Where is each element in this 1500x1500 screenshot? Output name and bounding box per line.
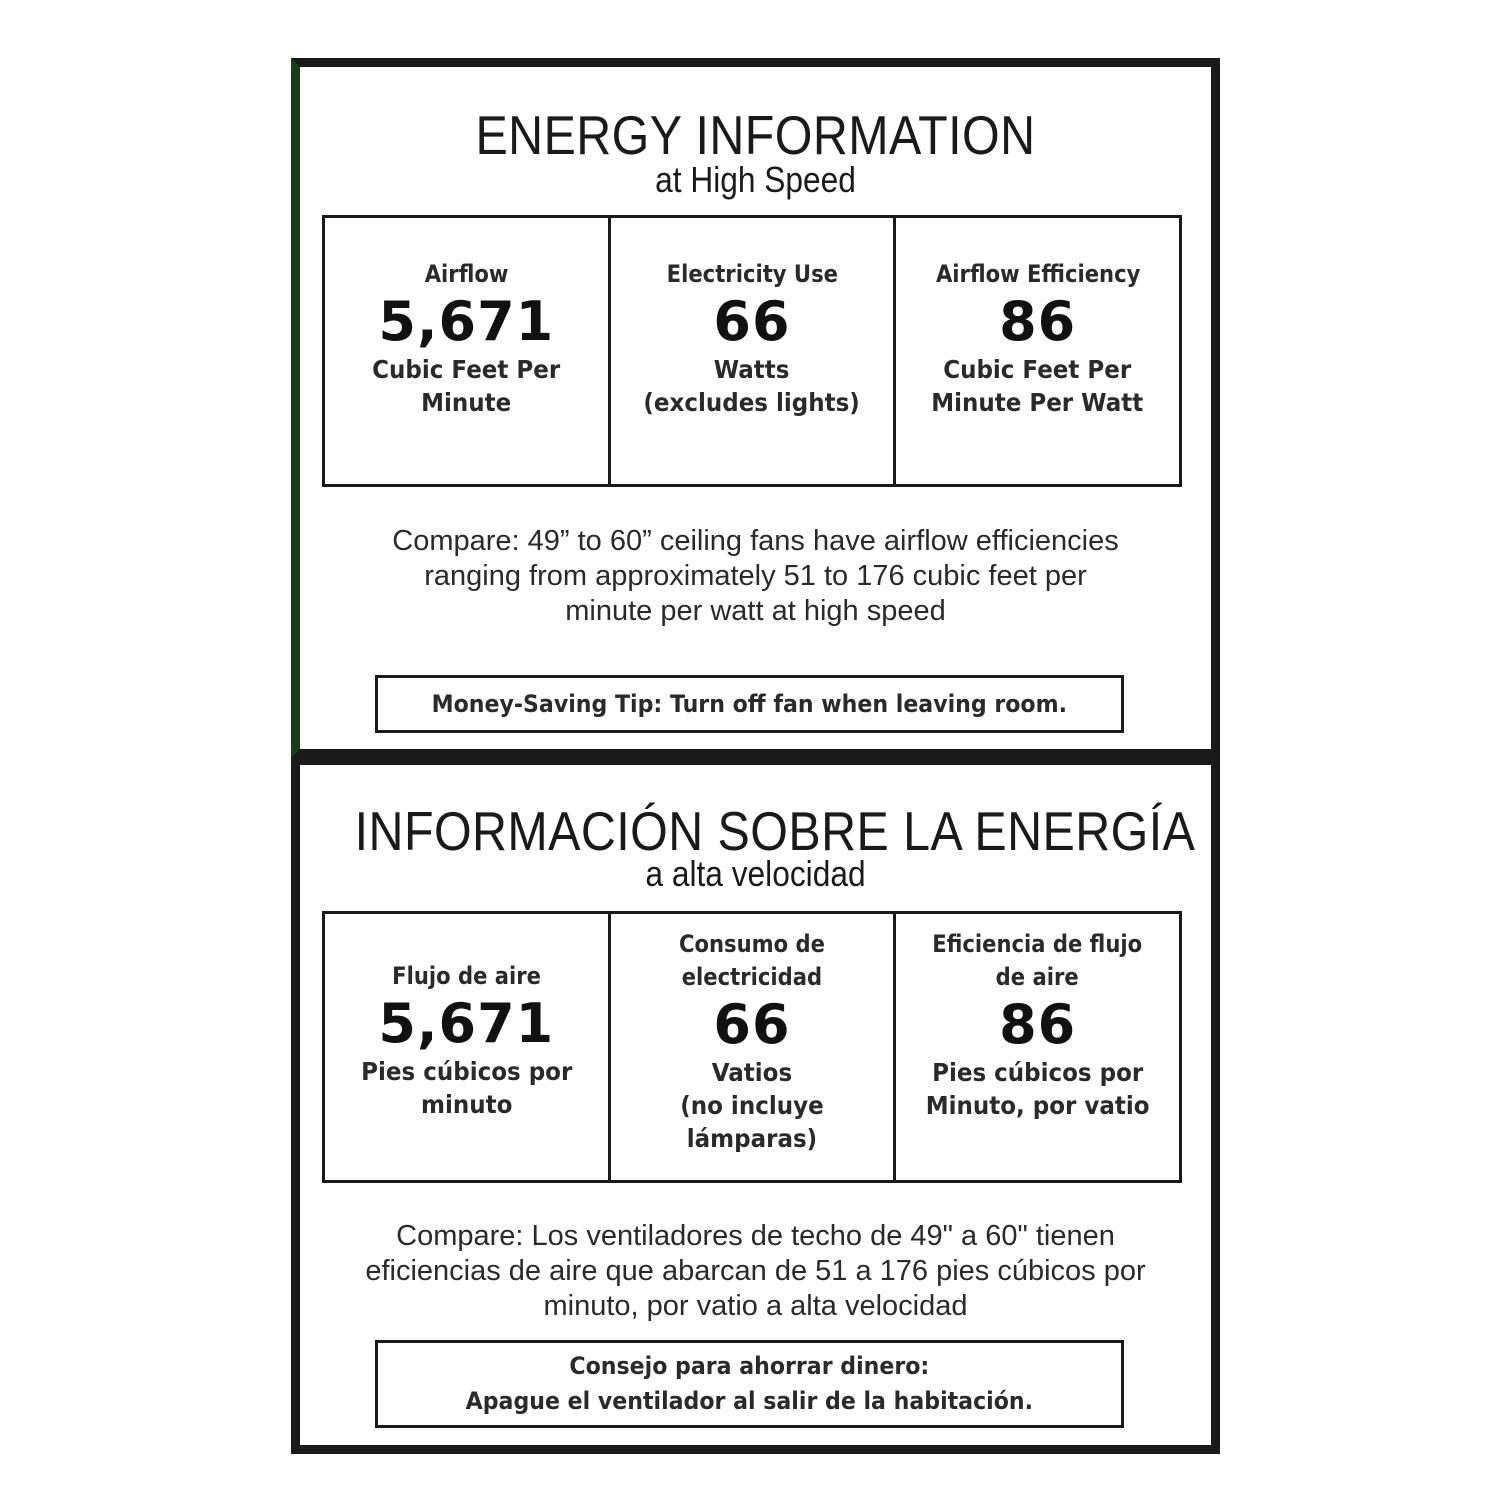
airflow-efficiency-value: 86	[999, 290, 1077, 353]
electricity-use-cell	[611, 914, 897, 1180]
compare-text: Compare: 49” to 60” ceiling fans have airflow efficiencies ranging from approximately 51 to 176 cubic feet per minute per watt at high speed	[392, 525, 1119, 627]
airflow-efficiency-cell	[896, 218, 1179, 484]
panel-title: ENERGY INFORMATION	[475, 104, 1036, 166]
metrics-grid	[322, 911, 1182, 1183]
electricity-use-unit: Vatios (no incluye lámparas)	[680, 1058, 824, 1153]
energy-information-panel-spanish	[291, 756, 1220, 1454]
electricity-use-cell	[611, 218, 897, 484]
electricity-use-label: Consumo de electricidad	[679, 930, 825, 991]
panel-title: INFORMACIÓN SOBRE LA ENERGÍA	[354, 800, 1196, 862]
airflow-label: Flujo de aire	[391, 962, 541, 990]
electricity-use-unit: Watts (excludes lights)	[643, 355, 861, 417]
electricity-use-value: 66	[713, 290, 791, 353]
money-saving-tip-text: Money-Saving Tip: Turn off fan when leaving room.	[431, 690, 1068, 718]
airflow-efficiency-unit: Cubic Feet Per Minute Per Watt	[931, 355, 1144, 417]
money-saving-tip	[375, 675, 1124, 733]
airflow-efficiency-cell	[896, 914, 1179, 1180]
airflow-cell	[325, 914, 611, 1180]
panel-subtitle: at High Speed	[655, 159, 856, 200]
airflow-cell	[325, 218, 611, 484]
airflow-unit: Cubic Feet Per Minute	[372, 355, 561, 417]
panel-subtitle: a alta velocidad	[645, 853, 866, 894]
metrics-grid	[322, 215, 1182, 487]
airflow-label: Airflow	[424, 260, 509, 288]
electricity-use-label: Electricity Use	[666, 260, 838, 288]
airflow-value: 5,671	[378, 290, 555, 353]
airflow-efficiency-label: Eficiencia de flujo de aire	[932, 930, 1143, 991]
electricity-use-value: 66	[713, 993, 791, 1056]
airflow-efficiency-unit: Pies cúbicos por Minuto, por vatio	[925, 1058, 1150, 1120]
airflow-efficiency-label: Airflow Efficiency	[935, 260, 1140, 288]
airflow-efficiency-value: 86	[999, 993, 1077, 1056]
energy-information-panel	[291, 58, 1220, 758]
airflow-value: 5,671	[378, 992, 555, 1055]
money-saving-tip	[375, 1340, 1124, 1428]
money-saving-tip-text: Consejo para ahorrar dinero: Apague el ventilador al salir de la habitación.	[465, 1352, 1034, 1415]
airflow-unit: Pies cúbicos por minuto	[360, 1057, 572, 1119]
compare-text: Compare: Los ventiladores de techo de 49" a 60" tienen eficiencias de aire que abarcan de 51 a 176 pies cúbicos por minuto, por vatio a alta velocidad	[365, 1220, 1146, 1322]
